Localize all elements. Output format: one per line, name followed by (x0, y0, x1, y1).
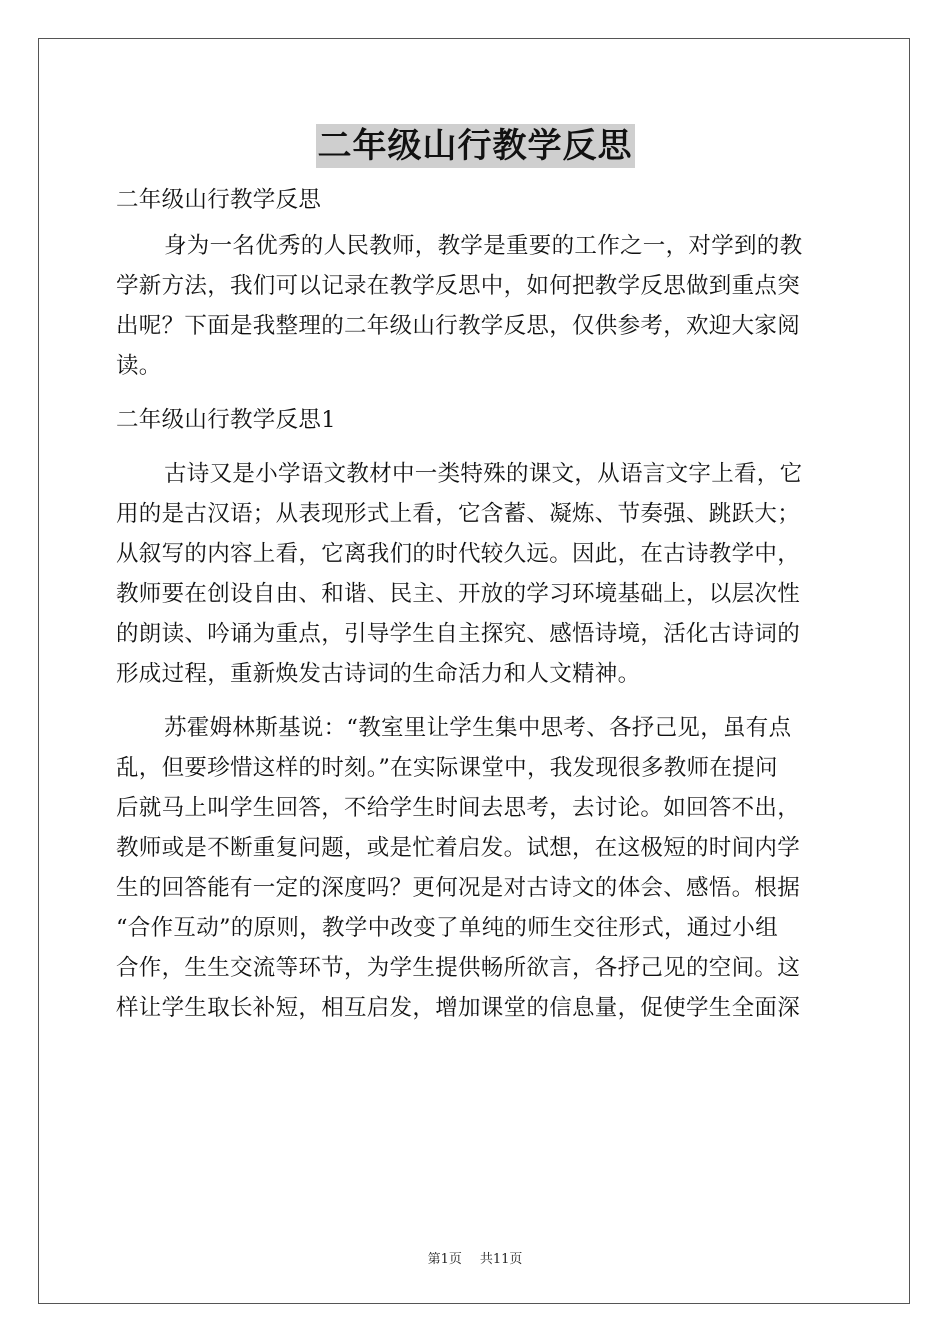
paragraph-line: 教师或是不断重复问题，或是忙着启发。试想，在这极短的时间内学 (116, 835, 801, 861)
paragraph-line: 乱，但要珍惜这样的时刻。”在实际课堂中，我发现很多教师在提问 (116, 755, 778, 781)
paragraph-line: 形成过程，重新焕发古诗词的生命活力和人文精神。 (116, 661, 641, 687)
paragraph-line: 用的是古汉语；从表现形式上看，它含蓄、凝炼、节奏强、跳跃大； (116, 501, 801, 527)
document-subtitle: 二年级山行教学反思 (116, 187, 322, 213)
paragraph-line: 生的回答能有一定的深度吗？更何况是对古诗文的体会、感悟。根据 (116, 875, 801, 901)
paragraph-line: 教师要在创设自由、和谐、民主、开放的学习环境基础上，以层次性 (116, 581, 801, 607)
document-title: 二年级山行教学反思 (317, 126, 633, 166)
paragraph-line: 从叙写的内容上看，它离我们的时代较久远。因此，在古诗教学中， (116, 541, 801, 567)
title-container (0, 124, 950, 168)
paragraph-line: 后就马上叫学生回答，不给学生时间去思考，去讨论。如回答不出， (116, 795, 801, 821)
page-footer (0, 1248, 950, 1267)
paragraph-1 (116, 454, 834, 694)
paragraph-line: 苏霍姆林斯基说：“教室里让学生集中思考、各抒己见，虽有点 (164, 715, 792, 741)
paragraph-line: 古诗又是小学语文教材中一类特殊的课文，从语言文字上看，它 (164, 461, 803, 487)
page-total: 共11页 (479, 1252, 523, 1267)
paragraph-line: 样让学生取长补短，相互启发，增加课堂的信息量，促使学生全面深 (116, 995, 801, 1021)
paragraph-line: 的朗读、吟诵为重点，引导学生自主探究、感悟诗境，活化古诗词的 (116, 621, 801, 647)
page-number: 第1页 (427, 1252, 462, 1267)
document-body (116, 180, 834, 1028)
section-heading: 二年级山行教学反思1 (116, 407, 336, 433)
paragraph-2 (116, 708, 834, 1028)
paragraph-line: 合作，生生交流等环节，为学生提供畅所欲言，各抒己见的空间。这 (116, 955, 801, 981)
intro-line: 身为一名优秀的人民教师，教学是重要的工作之一，对学到的教 (164, 233, 803, 259)
intro-paragraph (116, 226, 834, 386)
intro-line: 读。 (116, 353, 162, 379)
paragraph-line: “合作互动”的原则，教学中改变了单纯的师生交往形式，通过小组 (116, 915, 779, 941)
intro-line: 学新方法，我们可以记录在教学反思中，如何把教学反思做到重点突 (116, 273, 801, 299)
intro-line: 出呢？下面是我整理的二年级山行教学反思，仅供参考，欢迎大家阅 (116, 313, 801, 339)
